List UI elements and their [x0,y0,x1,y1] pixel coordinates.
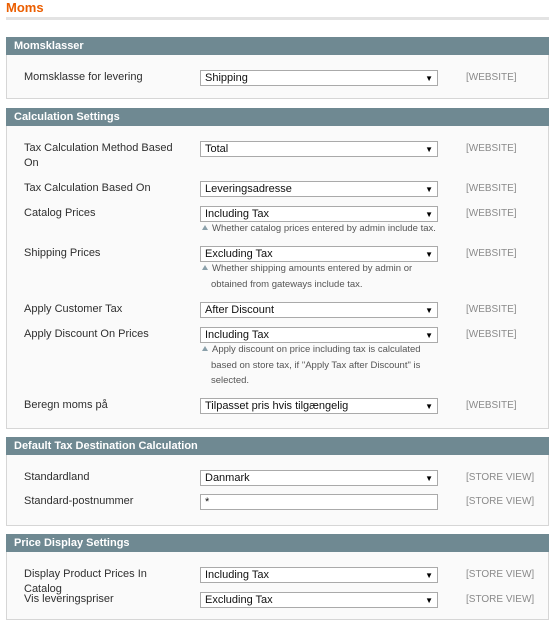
section-price-display-settings [6,534,549,620]
field-label: Tax Calculation Method Based On [24,142,173,169]
shipping-prices-select[interactable] [200,246,438,262]
apply-customer-tax-select[interactable] [200,302,438,318]
scope-label: [WEBSITE] [466,400,517,411]
dropdown-arrow-icon: ▼ [425,331,433,340]
field-note: Whether shipping amounts entered by admin or obtained from gateways include tax. [200,261,450,292]
note-arrow-icon [202,346,208,351]
default-postcode-input[interactable]: * [200,494,438,510]
display-catalog-prices-select[interactable] [200,567,438,583]
scope-label: [WEBSITE] [466,248,517,259]
section-calculation-settings [6,108,549,429]
dropdown-arrow-icon: ▼ [425,250,433,259]
dropdown-arrow-icon: ▼ [425,210,433,219]
scope-label: [STORE VIEW] [466,496,535,507]
note-arrow-icon [202,225,208,230]
section-header[interactable]: Default Tax Destination Calculation [6,437,549,455]
field-label: Apply Customer Tax [24,303,123,315]
field-label: Vis leveringspriser [24,593,114,605]
select-value: Including Tax [205,569,270,581]
field-label: Beregn moms på [24,399,108,411]
apply-discount-on-prices-select[interactable] [200,327,438,343]
select-value: Including Tax [205,208,270,220]
dropdown-arrow-icon: ▼ [425,185,433,194]
scope-label: [STORE VIEW] [466,569,535,580]
dropdown-arrow-icon: ▼ [425,74,433,83]
note-arrow-icon [202,265,208,270]
field-label: Standard-postnummer [24,495,134,507]
select-value: Leveringsadresse [205,183,292,195]
section-momsklasser [6,37,549,99]
default-country-select[interactable] [200,470,438,486]
display-shipping-prices-select[interactable] [200,592,438,608]
select-value: After Discount [205,304,275,316]
catalog-prices-select[interactable] [200,206,438,222]
scope-label: [WEBSITE] [466,72,517,83]
page-title: Moms [6,0,44,15]
select-value: Total [205,143,229,155]
scope-label: [WEBSITE] [466,183,517,194]
field-note: Whether catalog prices entered by admin include tax. [200,221,450,237]
scope-label: [WEBSITE] [466,329,517,340]
field-label: Standardland [24,471,90,483]
select-value: Tilpasset pris hvis tilgængelig [205,400,349,412]
dropdown-arrow-icon: ▼ [425,306,433,315]
select-value: Excluding Tax [205,248,273,260]
dropdown-arrow-icon: ▼ [425,596,433,605]
scope-label: [STORE VIEW] [466,472,535,483]
section-header[interactable]: Momsklasser [6,37,549,55]
dropdown-arrow-icon: ▼ [425,402,433,411]
dropdown-arrow-icon: ▼ [425,571,433,580]
select-value: Excluding Tax [205,594,273,606]
scope-label: [WEBSITE] [466,208,517,219]
section-header[interactable]: Price Display Settings [6,534,549,552]
section-default-tax-destination [6,437,549,526]
field-note: Apply discount on price including tax is calculated based on store tax, if "Apply Tax after Discount" is selected. [200,342,450,389]
field-label: Shipping Prices [24,247,101,259]
field-label: Catalog Prices [24,207,96,219]
field-label: Momsklasse for levering [24,71,143,83]
scope-label: [STORE VIEW] [466,594,535,605]
section-header[interactable]: Calculation Settings [6,108,549,126]
tax-calculation-based-on-select[interactable] [200,181,438,197]
scope-label: [WEBSITE] [466,143,517,154]
select-value: Including Tax [205,329,270,341]
field-label: Tax Calculation Based On [24,182,151,194]
dropdown-arrow-icon: ▼ [425,145,433,154]
dropdown-arrow-icon: ▼ [425,474,433,483]
shipping-tax-class-select[interactable] [200,70,438,86]
select-value: Danmark [205,472,250,484]
title-divider [6,17,549,20]
field-label: Apply Discount On Prices [24,328,149,340]
calculate-tax-on-select[interactable] [200,398,438,414]
tax-calculation-method-select[interactable] [200,141,438,157]
select-value: Shipping [205,72,248,84]
field-label: Display Product Prices In Catalog [24,568,147,595]
scope-label: [WEBSITE] [466,304,517,315]
